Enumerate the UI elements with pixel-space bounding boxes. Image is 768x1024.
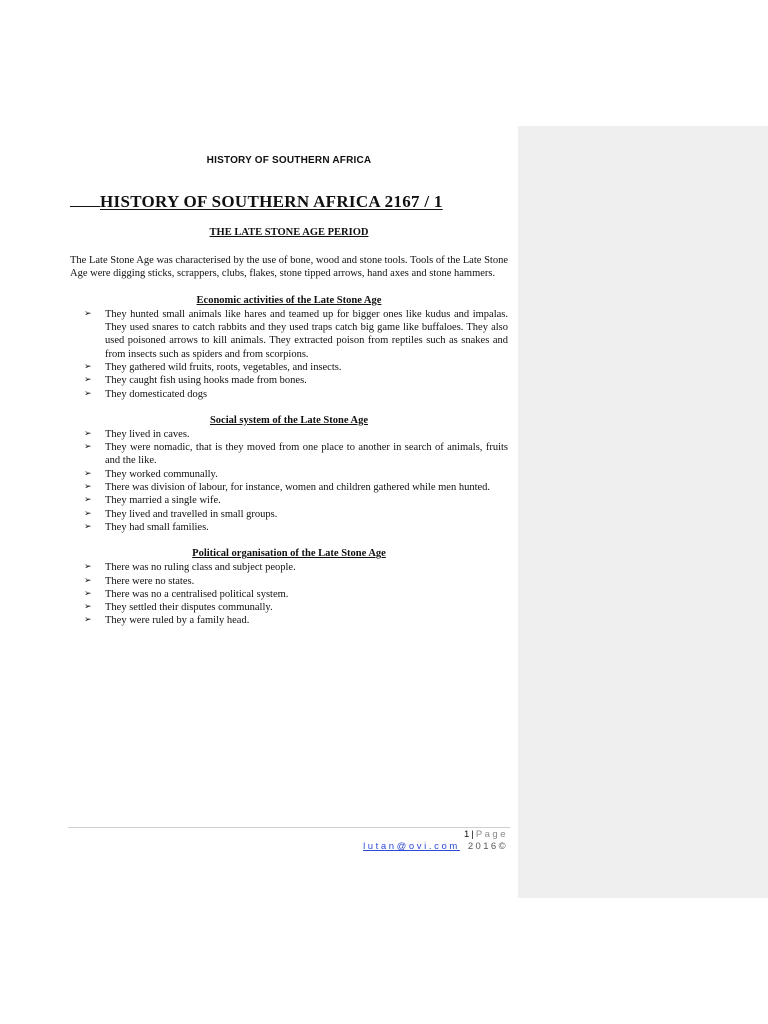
- page-number-footer: [300, 829, 508, 840]
- page-label: Page: [475, 829, 508, 840]
- arrow-bullet-icon: ➢: [84, 388, 92, 399]
- arrow-bullet-icon: ➢: [84, 562, 92, 573]
- arrow-bullet-icon: ➢: [84, 375, 92, 386]
- footer-divider: [68, 827, 510, 828]
- main-title: [70, 192, 508, 212]
- arrow-bullet-icon: ➢: [84, 575, 92, 586]
- section-economic: [70, 295, 508, 401]
- bullet-list: [70, 308, 508, 401]
- section-heading: Social system of the Late Stone Age: [209, 414, 369, 426]
- list-item: ➢ They caught fish using hooks made from bones.: [84, 375, 307, 387]
- arrow-bullet-icon: ➢: [84, 428, 92, 439]
- list-item: ➢ There was no a centralised political system.: [84, 588, 289, 600]
- arrow-bullet-icon: ➢: [84, 521, 92, 532]
- period-title: THE LATE STONE AGE PERIOD: [209, 227, 369, 238]
- document-body: [70, 155, 508, 628]
- list-item: ➢ They hunted small animals like hares and teamed up for bigger ones like kudus and impalas. They used snares to catch rabbits and they used traps catch big game like buffaloes. They also used poisoned arrows to kill animals. They extracted poison from reptiles such as snakes and from insects such as spiders and from scorpions.: [84, 308, 508, 360]
- page-number: 1: [464, 829, 470, 840]
- comment-pane: [518, 126, 768, 898]
- list-item: ➢ They domesticated dogs: [84, 388, 208, 400]
- list-item: ➢ They settled their disputes communally.: [84, 602, 273, 614]
- arrow-bullet-icon: ➢: [84, 495, 92, 506]
- section-social: [70, 415, 508, 534]
- section-heading: Political organisation of the Late Stone Age: [192, 548, 386, 560]
- list-item: ➢ They lived in caves.: [84, 428, 190, 440]
- arrow-bullet-icon: ➢: [84, 468, 92, 479]
- copyright-year: 2016©: [467, 841, 508, 852]
- list-item: ➢ They had small families.: [84, 521, 209, 533]
- list-item: ➢ There were no states.: [84, 575, 195, 587]
- running-header-title: HISTORY OF SOUTHERN AFRICA: [206, 155, 372, 166]
- section-heading: Economic activities of the Late Stone Age: [196, 294, 382, 306]
- list-item: ➢ They were nomadic, that is they moved from one place to another in search of animals, fruits and the like.: [84, 442, 508, 467]
- list-item: ➢ There was division of labour, for instance, women and children gathered while men hunted.: [84, 482, 491, 494]
- section-political: [70, 548, 508, 627]
- intro-paragraph: The Late Stone Age was characterised by the use of bone, wood and stone tools. Tools of the Late Stone Age were digging sticks, scrappers, clubs, flakes, stone tipped arrows, hand axes and stone hammers.: [70, 255, 508, 280]
- page-separator: |: [471, 829, 474, 840]
- arrow-bullet-icon: ➢: [84, 588, 92, 599]
- list-item: ➢ They gathered wild fruits, roots, vegetables, and insects.: [84, 362, 342, 373]
- arrow-bullet-icon: ➢: [84, 482, 92, 493]
- bullet-list: [70, 561, 508, 627]
- arrow-bullet-icon: ➢: [84, 602, 92, 613]
- email-link[interactable]: lutan@ovi.com: [363, 841, 460, 852]
- arrow-bullet-icon: ➢: [84, 442, 92, 453]
- arrow-bullet-icon: ➢: [84, 362, 92, 372]
- arrow-bullet-icon: ➢: [84, 308, 92, 319]
- title-leading-underline: [70, 192, 100, 207]
- footer-contact: [300, 841, 508, 852]
- main-title-text: HISTORY OF SOUTHERN AFRICA 2167 / 1: [100, 192, 443, 211]
- bullet-list: [70, 428, 508, 534]
- list-item: ➢ They married a single wife.: [84, 495, 221, 507]
- arrow-bullet-icon: ➢: [84, 615, 92, 626]
- list-item: ➢ They were ruled by a family head.: [84, 615, 250, 627]
- list-item: ➢ They worked communally.: [84, 468, 218, 480]
- list-item: ➢ They lived and travelled in small groups.: [84, 508, 278, 520]
- arrow-bullet-icon: ➢: [84, 508, 92, 519]
- list-item: ➢ There was no ruling class and subject people.: [84, 562, 296, 574]
